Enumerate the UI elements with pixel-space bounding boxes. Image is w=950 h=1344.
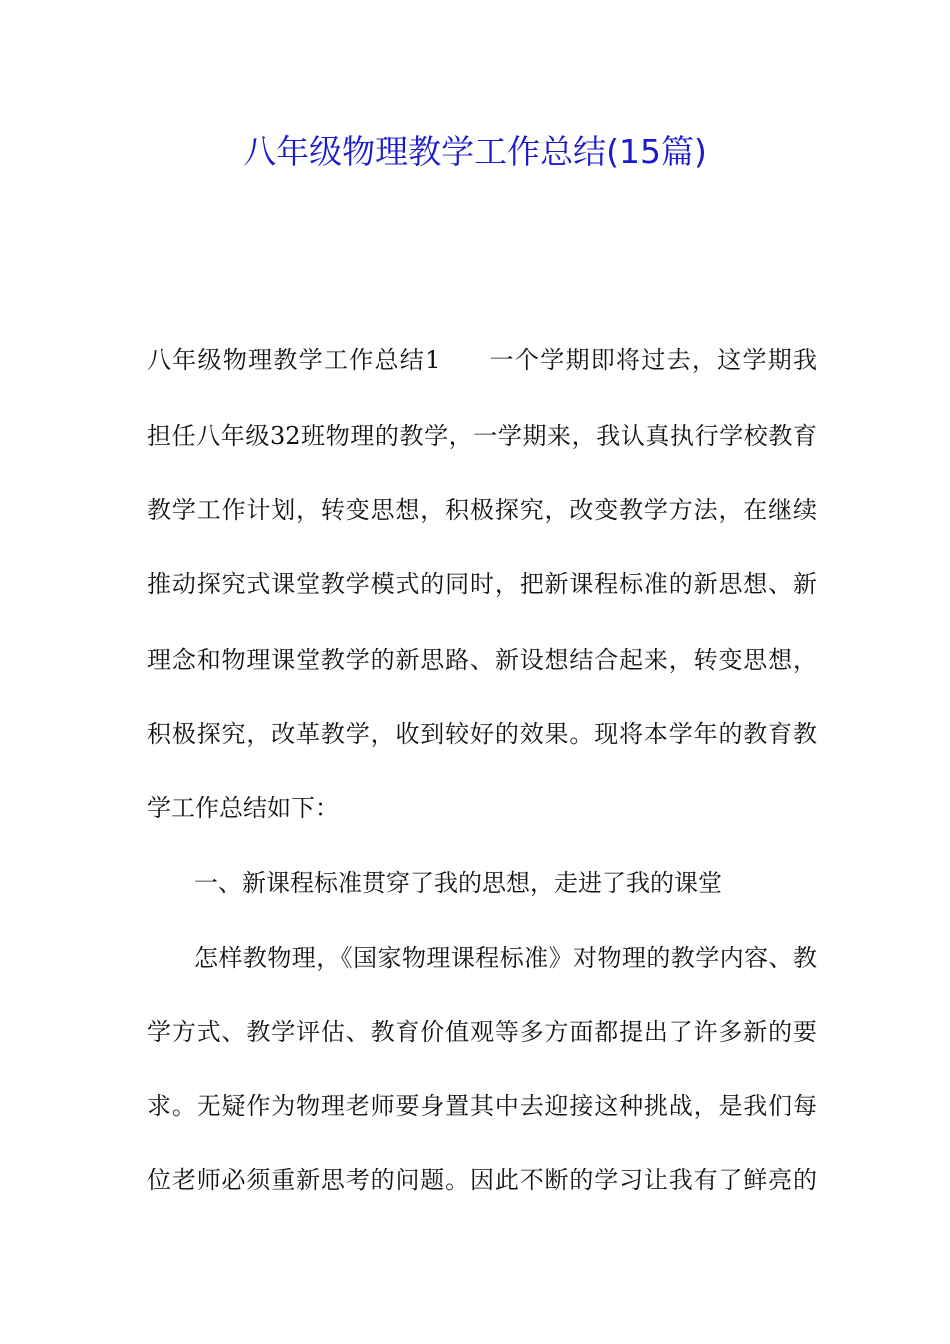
paragraph-line: 学工作总结如下： bbox=[147, 794, 339, 822]
paragraph-line: 学方式、教学评估、教育价值观等多方面都提出了许多新的要 bbox=[147, 1018, 817, 1046]
paragraph-line bbox=[147, 342, 817, 378]
line-text: 一个学期即将过去，这学期我 bbox=[488, 346, 817, 374]
paragraph-line: 担任八年级32班物理的教学，一学期来，我认真执行学校教育 bbox=[147, 422, 817, 450]
section-heading: 八年级物理教学工作总结1 bbox=[147, 346, 441, 374]
paragraph-line: 教学工作计划，转变思想，积极探究，改变教学方法，在继续 bbox=[147, 496, 817, 524]
document-title: 八年级物理教学工作总结(15篇) bbox=[243, 132, 707, 171]
paragraph-line: 位老师必须重新思考的问题。因此不断的学习让我有了鲜亮的 bbox=[147, 1166, 817, 1194]
paragraph-line: 推动探究式课堂教学模式的同时，把新课程标准的新思想、新 bbox=[147, 570, 817, 598]
paragraph-line: 理念和物理课堂教学的新思路、新设想结合起来，转变思想， bbox=[147, 646, 817, 674]
subheading-line: 一、新课程标准贯穿了我的思想，走进了我的课堂 bbox=[194, 869, 722, 897]
paragraph-line: 求。无疑作为物理老师要身置其中去迎接这种挑战，是我们每 bbox=[147, 1092, 817, 1120]
paragraph-line: 怎样教物理，《国家物理课程标准》对物理的教学内容、教 bbox=[194, 944, 817, 972]
paragraph-line: 积极探究，改革教学，收到较好的效果。现将本学年的教育教 bbox=[147, 720, 817, 748]
